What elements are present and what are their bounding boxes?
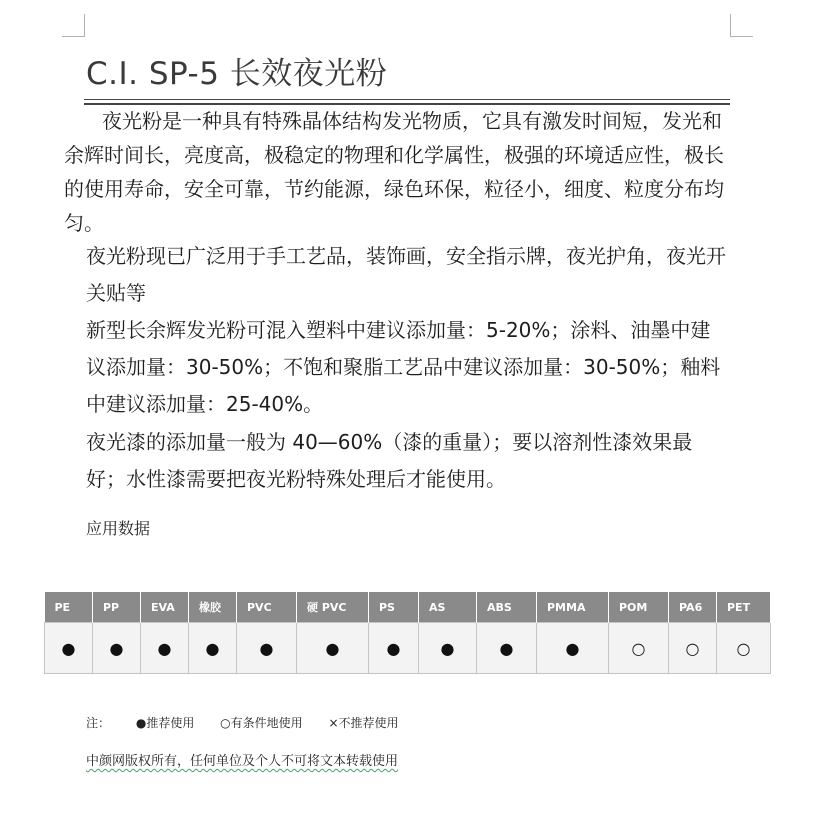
table-header-cell: ABS: [477, 592, 537, 623]
table-header-cell: PVC: [237, 592, 297, 623]
table-header-cell: PP: [93, 592, 141, 623]
section-label-application-data: 应用数据: [86, 519, 151, 538]
table-cell: ○: [717, 623, 771, 674]
table-cell: ●: [141, 623, 189, 674]
table-header-cell: 硬 PVC: [297, 592, 369, 623]
legend-not-recommended: ×不推荐使用: [328, 716, 399, 730]
table-header-cell: POM: [609, 592, 669, 623]
paragraph-dosage-paint: 夜光漆的添加量一般为 40—60%（漆的重量）；要以溶剂性漆效果最好；水性漆需要把夜光粉特殊处理后才能使用。: [86, 430, 693, 491]
table-header-cell: PE: [45, 592, 93, 623]
crop-mark-top-left: [62, 14, 85, 37]
table-cell: ●: [419, 623, 477, 674]
table-cell: ●: [93, 623, 141, 674]
table-cell: ●: [297, 623, 369, 674]
legend-recommended: ●推荐使用: [135, 716, 195, 730]
table-header-cell: EVA: [141, 592, 189, 623]
table-header-cell: 橡胶: [189, 592, 237, 623]
table-header-row: [45, 592, 771, 623]
table-header-cell: PET: [717, 592, 771, 623]
table-header-cell: PS: [369, 592, 419, 623]
copyright-notice: 中颜网版权所有，任何单位及个人不可将文本转载使用: [86, 754, 399, 769]
legend: [86, 714, 421, 731]
paragraph-applications: 夜光粉现已广泛用于手工艺品，装饰画，安全指示牌，夜光护角，夜光开关贴等: [86, 244, 726, 305]
application-table: [44, 592, 771, 674]
table-cell: ●: [477, 623, 537, 674]
table-header-cell: PA6: [669, 592, 717, 623]
table-cell: ○: [609, 623, 669, 674]
table-cell: ●: [537, 623, 609, 674]
table-cell: ●: [237, 623, 297, 674]
paragraph-dosage-plastics: 新型长余辉发光粉可混入塑料中建议添加量：5-20%；涂料、油墨中建议添加量：30-50%；不饱和聚脂工艺品中建议添加量：30-50%；釉料中建议添加量：25-40%。: [86, 318, 721, 416]
paragraph-intro: 夜光粉是一种具有特殊晶体结构发光物质，它具有激发时间短，发光和余辉时间长，亮度高，极稳定的物理和化学属性，极强的环境适应性，极长的使用寿命，安全可靠，节约能源，绿色环保，粒径小，细度、粒度分布均匀。: [64, 109, 724, 235]
table-header-cell: AS: [419, 592, 477, 623]
table-row: [45, 623, 771, 674]
legend-conditional: ○有条件地使用: [220, 716, 303, 730]
table-cell: ●: [189, 623, 237, 674]
table-cell: ●: [369, 623, 419, 674]
legend-prefix: 注：: [86, 716, 111, 730]
title-rule-thin: [84, 99, 730, 100]
table-header-cell: PMMA: [537, 592, 609, 623]
table-cell: ○: [669, 623, 717, 674]
crop-mark-top-right: [730, 14, 753, 37]
document-title: C.I. SP-5 长效夜光粉: [86, 56, 388, 92]
table-cell: ●: [45, 623, 93, 674]
